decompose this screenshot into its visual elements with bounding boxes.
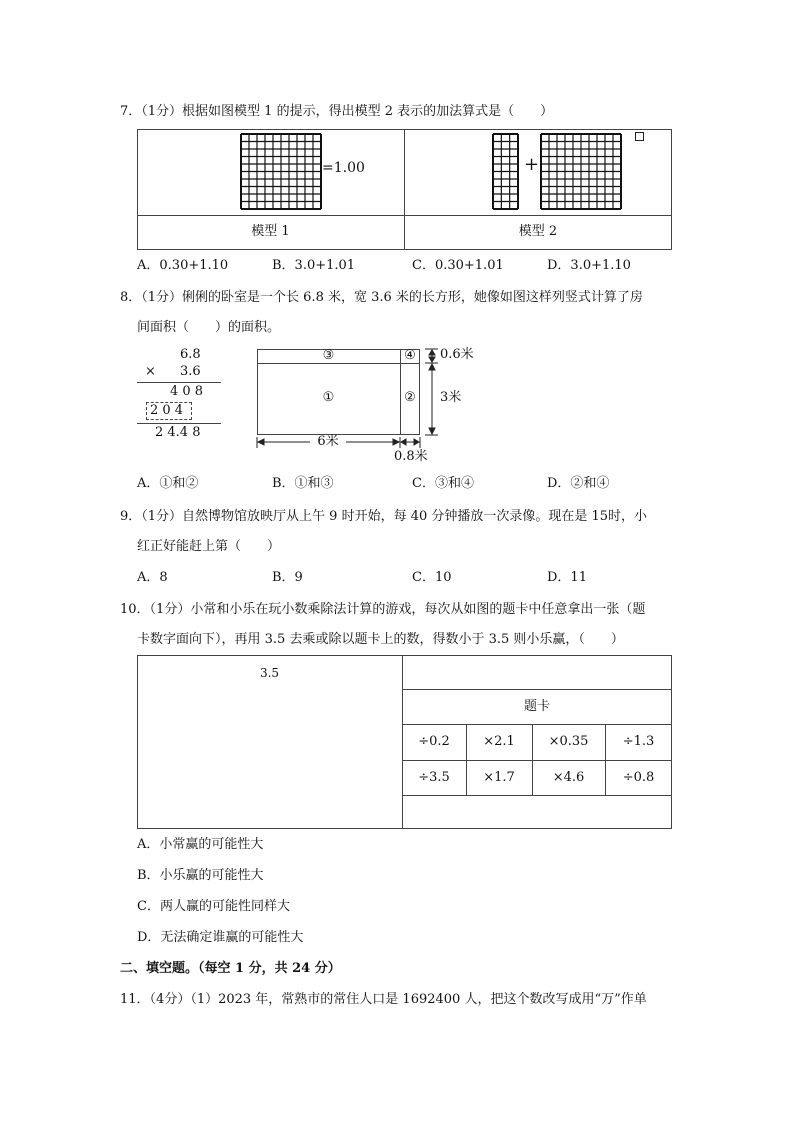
q8-stem-line2: 间面积（ ）的面积。 (137, 320, 281, 335)
card: ×1.7 (483, 770, 515, 785)
calc-multiplicand: 6.8 (180, 347, 201, 362)
q7-stem: 7．（1分）根据如图模型 1 的提示，得出模型 2 表示的加法算式是（ ） (120, 104, 554, 119)
base-number: 3.5 (259, 666, 280, 680)
dim-top-strip: 0.6米 (440, 347, 474, 362)
region-2: ② (404, 390, 416, 405)
q8-option-a: A．①和② (137, 476, 199, 491)
q8-option-d: D．②和④ (547, 476, 610, 491)
q10-option-c: C．两人赢的可能性同样大 (137, 899, 290, 914)
calc-partial-1: 4 0 8 (170, 384, 204, 399)
dim-bottom: 6米 (317, 434, 339, 449)
card: ×4.6 (552, 770, 585, 785)
q8-stem-line1: 8．（1分）俐俐的卧室是一个长 6.8 米，宽 3.6 米的长方形，她像如图这样列竖式计算了房 (120, 290, 643, 305)
q8-option-b: B．①和③ (272, 476, 334, 491)
dim-bottom-right: 0.8米 (394, 449, 428, 464)
q7-option-c: C．0.30+1.01 (412, 258, 504, 273)
model2-plus: + (524, 154, 540, 175)
q9-option-b: B．9 (272, 570, 303, 585)
q9-option-a: A．8 (137, 570, 168, 585)
calc-multiplier: 3.6 (180, 364, 201, 379)
q10-stem-line1: 10．（1分）小常和小乐在玩小数乘除法计算的游戏，每次从如图的题卡中任意拿出一张（题 (120, 602, 646, 617)
q9-stem-line2: 红正好能赶上第（ ） (137, 539, 281, 554)
q10-option-b: B．小乐赢的可能性大 (137, 868, 264, 883)
q7-option-d: D．3.0+1.10 (547, 258, 631, 273)
calc-partial-2: 2 0 4 (150, 403, 184, 418)
model2-label: 模型 2 (518, 224, 558, 239)
calc-result: 2 4.4 8 (155, 425, 201, 440)
model1-label: 模型 1 (251, 224, 290, 239)
q11-stem-line1: 11．（4分）（1）2023 年，常熟市的常住人口是 1692400 人，把这个数改写成用“万”作单 (120, 992, 647, 1007)
card: ×0.35 (548, 734, 589, 749)
region-3: ③ (322, 348, 335, 363)
dim-side: 3米 (440, 390, 462, 405)
card: ÷0.8 (622, 770, 655, 785)
q8-option-c: C．③和④ (412, 476, 474, 491)
card: ÷0.2 (418, 734, 450, 749)
region-4: ④ (404, 348, 416, 363)
section-heading: 二、填空题。（每空 1 分，共 24 分） (120, 961, 341, 976)
q10-stem-line2: 卡数字面向下），再用 3.5 去乘或除以题卡上的数，得数小于 3.5 则小乐赢，（ ） (137, 632, 624, 647)
model1-equation: =1.00 (322, 160, 365, 176)
q9-stem-line1: 9．（1分）自然博物馆放映厅从上午 9 时开始，每 40 分钟播放一次录像。现在是 15时，小 (120, 509, 648, 524)
calc-operator: × (145, 364, 156, 379)
card: ÷1.3 (622, 734, 655, 749)
region-1: ① (322, 390, 335, 405)
card: ÷3.5 (418, 770, 450, 785)
q10-option-a: A．小常赢的可能性大 (137, 837, 264, 852)
card: ×2.1 (483, 734, 515, 749)
q7-option-a: A．0.30+1.10 (137, 258, 229, 273)
q9-option-c: C．10 (412, 570, 452, 585)
card-title: 题卡 (523, 699, 550, 714)
q7-option-b: B．3.0+1.01 (272, 258, 356, 273)
q9-option-d: D．11 (547, 570, 587, 585)
q10-option-d: D．无法确定谁赢的可能性大 (137, 930, 304, 945)
